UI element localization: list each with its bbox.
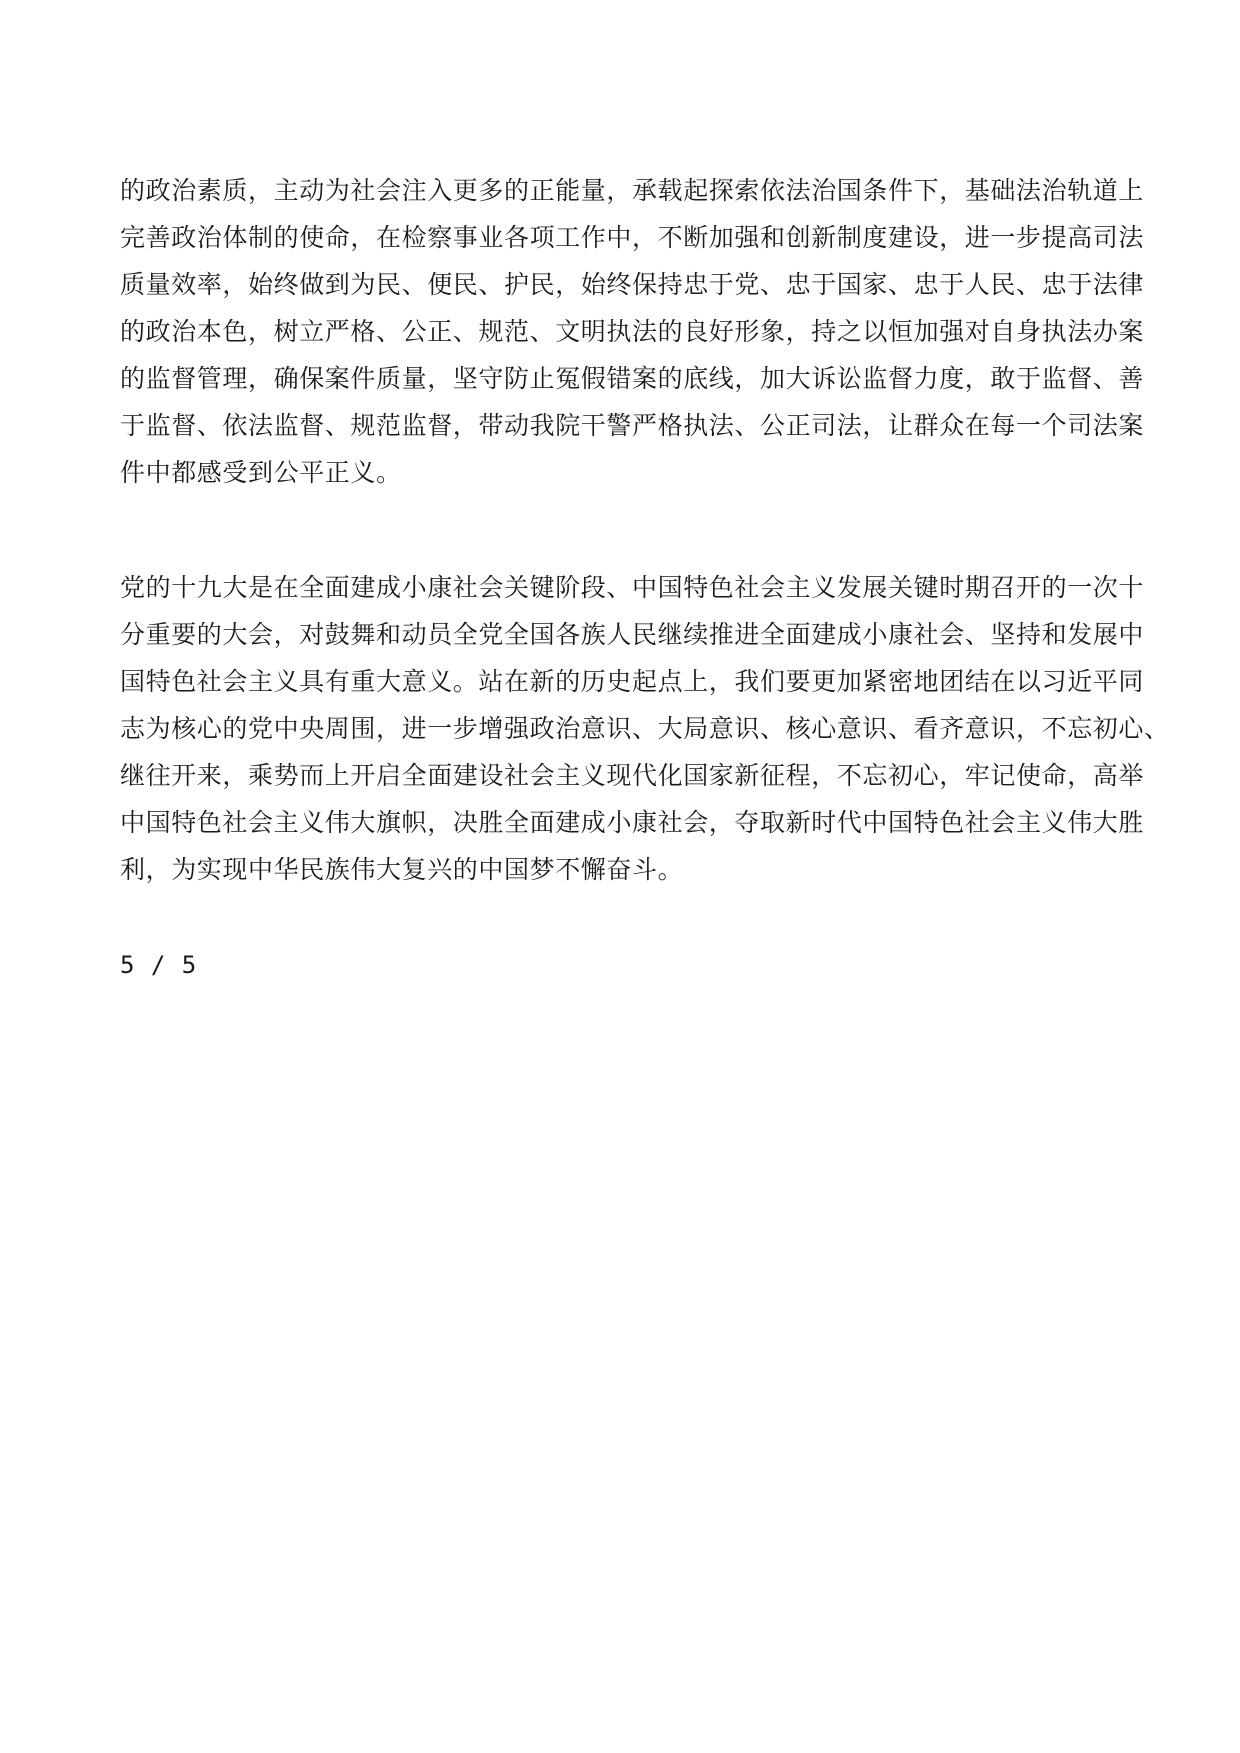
paragraph-line: 于监督、依法监督、规范监督，带动我院干警严格执法、公正司法，让群众在每一个司法案 <box>120 411 1145 440</box>
paragraph-line: 的监督管理，确保案件质量，坚守防止冤假错案的底线，加大诉讼监督力度，敢于监督、善 <box>120 364 1145 393</box>
paragraph-line: 质量效率，始终做到为民、便民、护民，始终保持忠于党、忠于国家、忠于人民、忠于法律 <box>120 270 1145 299</box>
page-number: 5 / 5 <box>120 951 198 979</box>
paragraph-line: 分重要的大会，对鼓舞和动员全党全国各族人民继续推进全面建成小康社会、坚持和发展中 <box>120 620 1145 649</box>
paragraph-line: 的政治素质，主动为社会注入更多的正能量，承载起探索依法治国条件下，基础法治轨道上 <box>120 176 1145 205</box>
paragraph-line: 志为核心的党中央周围，进一步增强政治意识、大局意识、核心意识、看齐意识，不忘初心、 <box>120 714 1170 743</box>
paragraph-line: 党的十九大是在全面建成小康社会关键阶段、中国特色社会主义发展关键时期召开的一次十 <box>120 573 1145 602</box>
paragraph-line: 利，为实现中华民族伟大复兴的中国梦不懈奋斗。 <box>120 855 684 884</box>
paragraph-line: 件中都感受到公平正义。 <box>120 458 402 487</box>
paragraph-2 <box>120 564 1170 893</box>
paragraph-line: 继往开来，乘势而上开启全面建设社会主义现代化国家新征程，不忘初心，牢记使命，高举 <box>120 761 1145 790</box>
paragraph-line: 国特色社会主义具有重大意义。站在新的历史起点上，我们要更加紧密地团结在以习近平同 <box>120 667 1145 696</box>
paragraph-1 <box>120 167 1145 496</box>
paragraph-line: 完善政治体制的使命，在检察事业各项工作中，不断加强和创新制度建设，进一步提高司法 <box>120 223 1145 252</box>
paragraph-line: 中国特色社会主义伟大旗帜，决胜全面建成小康社会，夺取新时代中国特色社会主义伟大胜 <box>120 808 1145 837</box>
paragraph-line: 的政治本色，树立严格、公正、规范、文明执法的良好形象，持之以恒加强对自身执法办案 <box>120 317 1145 346</box>
